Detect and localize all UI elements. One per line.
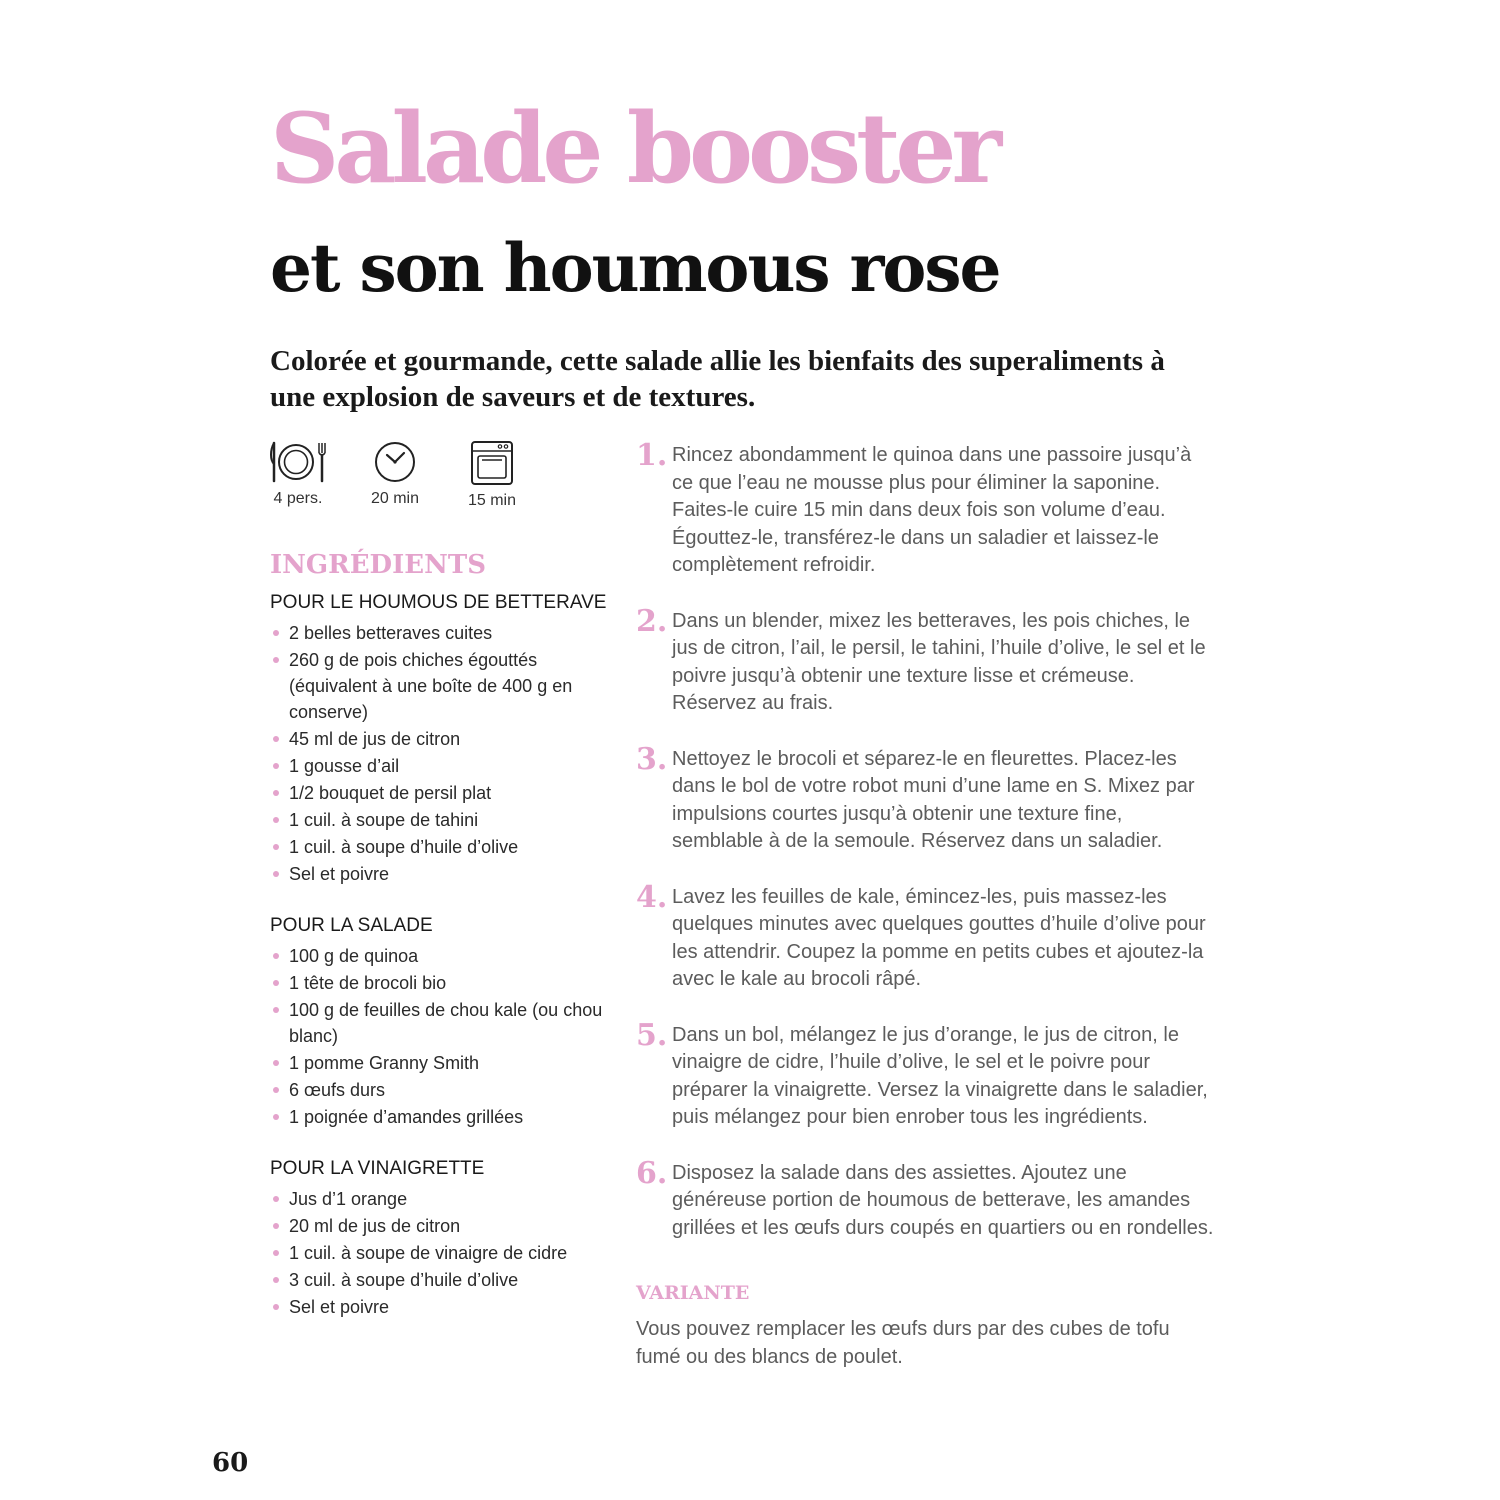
ingredients-heading: INGRÉDIENTS	[270, 550, 486, 580]
step-text: Rincez abondamment le quinoa dans une passoire jusqu’à ce que l’eau ne mousse plus pour éliminer la saponine. Faites-le cuire 15 min dans deux fois son volume d’eau. Égouttez-le, transférez-le dans un saladier et laissez-le complètement refroidir.	[672, 444, 1192, 576]
ingredient-item: 20 ml de jus de citron	[270, 1213, 610, 1239]
ingredient-group-heading: POUR LA SALADE	[270, 915, 433, 936]
ingredient-item: 2 belles betteraves cuites	[270, 620, 610, 646]
step-text: Dans un bol, mélangez le jus d’orange, le jus de citron, le vinaigre de cidre, l’huile d’olive, le sel et le poivre pour préparer la vinaigrette. Versez la vinaigrette dans le saladier, puis mélangez pour bien enrober tous les ingrédients.	[672, 1023, 1208, 1128]
prep-time-label: 20 min	[370, 490, 420, 507]
ingredient-item: Sel et poivre	[270, 861, 610, 887]
ingredient-group-salade	[270, 913, 610, 1130]
ingredient-item: 100 g de feuilles de chou kale (ou chou blanc)	[270, 997, 610, 1049]
ingredient-group-heading: POUR LE HOUMOUS DE BETTERAVE	[270, 592, 607, 613]
ingredient-item: 1 cuil. à soupe d’huile d’olive	[270, 834, 610, 860]
ingredient-item: 1 gousse d’ail	[270, 753, 610, 779]
step-number: 6.	[636, 1155, 668, 1191]
step-3	[636, 741, 1216, 856]
ingredient-item: 3 cuil. à soupe d’huile d’olive	[270, 1267, 610, 1293]
ingredient-item: 1 pomme Granny Smith	[270, 1050, 610, 1076]
step-number: 4.	[636, 879, 668, 915]
ingredients-column	[270, 550, 610, 1346]
step-number: 5.	[636, 1017, 668, 1053]
variant-box	[636, 1282, 1216, 1371]
recipe-title: Salade booster	[270, 92, 998, 205]
step-6	[636, 1155, 1216, 1243]
ingredient-item: 1 cuil. à soupe de vinaigre de cidre	[270, 1240, 610, 1266]
ingredient-item: 45 ml de jus de citron	[270, 726, 610, 752]
step-2	[636, 603, 1216, 718]
ingredient-item: 1 poignée d’amandes grillées	[270, 1104, 610, 1130]
step-text: Dans un blender, mixez les betteraves, les pois chiches, le jus de citron, l’ail, le persil, le tahini, l’huile d’olive, le sel et le poivre jusqu’à obtenir une texture lisse et crémeuse. Réservez au frais.	[672, 609, 1206, 714]
step-text: Nettoyez le brocoli et séparez-le en fleurettes. Placez-les dans le bol de votre robot muni d’une lame en S. Mixez par impulsions courtes jusqu’à obtenir une texture fine, semblable à de la semoule. Réservez dans un saladier.	[672, 747, 1195, 852]
cook-time-label: 15 min	[467, 492, 517, 509]
step-number: 3.	[636, 741, 668, 777]
recipe-subtitle: et son houmous rose	[270, 229, 1000, 307]
step-text: Disposez la salade dans des assiettes. Ajoutez une généreuse portion de houmous de betterave, les amandes grillées et les œufs durs coupés en quartiers ou en rondelles.	[672, 1161, 1214, 1239]
clock-icon	[373, 440, 417, 484]
ingredient-item: Jus d’1 orange	[270, 1186, 610, 1212]
ingredient-item: 1 tête de brocoli bio	[270, 970, 610, 996]
steps-column	[636, 438, 1216, 1371]
recipe-intro: Colorée et gourmande, cette salade allie les bienfaits des superaliments à une explosion de saveurs et de textures.	[270, 345, 1165, 413]
page-number: 60	[212, 1448, 249, 1478]
ingredient-item: 260 g de pois chiches égouttés (équivalent à une boîte de 400 g en conserve)	[270, 647, 610, 725]
ingredient-item: 6 œufs durs	[270, 1077, 610, 1103]
servings-info	[258, 440, 338, 508]
ingredient-item: 100 g de quinoa	[270, 943, 610, 969]
ingredient-item: 1 cuil. à soupe de tahini	[270, 807, 610, 833]
variant-text: Vous pouvez remplacer les œufs durs par des cubes de tofu fumé ou des blancs de poulet.	[636, 1318, 1170, 1368]
ingredient-group-heading: POUR LA VINAIGRETTE	[270, 1158, 485, 1179]
servings-label: 4 pers.	[273, 490, 323, 507]
prep-time-info	[355, 440, 435, 508]
ingredient-item: 1/2 bouquet de persil plat	[270, 780, 610, 806]
ingredient-group-houmous	[270, 590, 610, 887]
ingredient-item: Sel et poivre	[270, 1294, 610, 1320]
step-4	[636, 879, 1216, 994]
step-number: 1.	[636, 438, 668, 473]
step-text: Lavez les feuilles de kale, émincez-les, puis massez-les quelques minutes avec quelques gouttes d’huile d’olive pour les attendrir. Coupez la pomme en petits cubes et ajoutez-la avec le kale au brocoli râpé.	[672, 885, 1206, 990]
step-number: 2.	[636, 603, 668, 639]
plate-cutlery-icon	[269, 440, 327, 484]
oven-icon	[470, 440, 514, 486]
variant-heading: VARIANTE	[636, 1282, 750, 1304]
step-5	[636, 1017, 1216, 1132]
cook-time-info	[452, 440, 532, 510]
ingredient-group-vinaigrette	[270, 1156, 610, 1320]
step-1	[636, 438, 1216, 580]
